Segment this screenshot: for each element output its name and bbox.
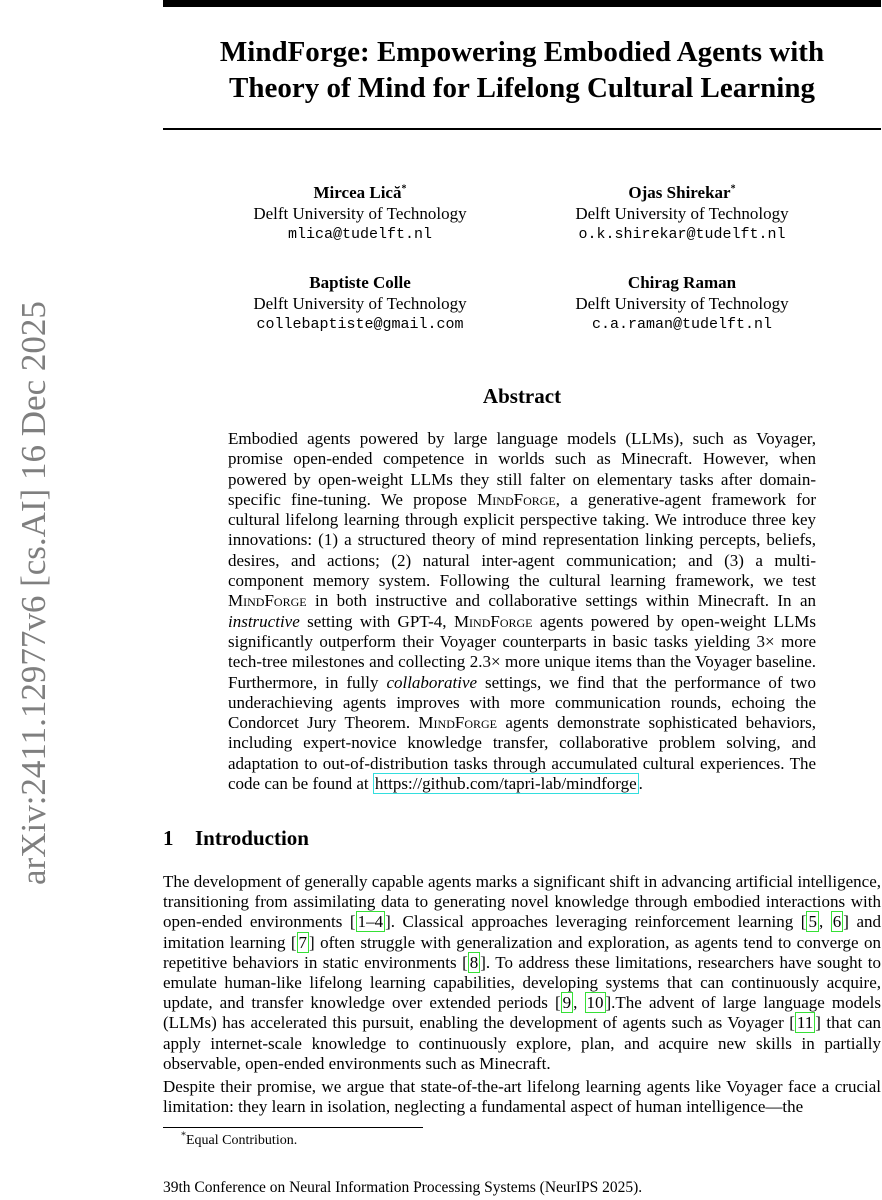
top-rule [163,0,881,7]
footnote: *Equal Contribution. [181,1130,298,1148]
author-block: Mircea Lică* Delft University of Technology mlica@tudelft.nl [253,183,467,243]
citation-link[interactable]: 1–4 [357,912,384,932]
system-name: MindForge [477,489,556,509]
intro-paragraph: Despite their promise, we argue that state-of-the-art lifelong learning agents like Voyager face a crucial limitation: they learn in isolation, neglecting a fundamental aspect of human intelligence—the [163,1077,881,1117]
abstract-text: Embodied agents powered by large language models (LLMs), such as Voyager, promise open-ended competence in worlds such as Minecraft. However, when powered by open-weight LLMs they still falter on elementary tasks after domain-specific fine-tuning. We propose MindForge, a generative-agent framework for cultural lifelong learning through explicit perspective taking. We introduce three key innovations: (1) a structured theory of mind representation linking percepts, beliefs, desires, and actions; (2) natural inter-agent communication; and (3) a multi-component memory system. Following the cultural learning framework, we test MindForge in both instructive and collaborative settings within Minecraft. In an instructive setting with GPT-4, MindForge agents powered by open-weight LLMs significantly outperform their Voyager counterparts in basic tasks yielding 3× more tech-tree milestones and collecting 2.3× more unique items than the Voyager baseline. Furthermore, in fully collaborative settings, we find that the performance of two underachieving agents improves with more communication rounds, echoing the Condorcet Jury Theorem. MindForge agents demonstrate sophisticated behaviors, including expert-novice knowledge transfer, collaborative problem solving, and adaptation to out-of-distribution tasks through accumulated cultural experiences. The code can be found at https://github.com/tapri-lab/mindforge . [228,429,816,794]
citation-link[interactable]: 7 [298,932,308,952]
citation-link[interactable]: 10 [586,993,604,1013]
section-heading: 1 Introduction [163,826,309,850]
citation-link[interactable]: 9 [562,993,572,1013]
system-name: MindForge [228,591,307,611]
citation-link[interactable]: 5 [808,912,817,932]
author-block: Ojas Shirekar* Delft University of Technology o.k.shirekar@tudelft.nl [575,183,789,243]
title-rule [163,128,881,130]
system-name: MindForge [418,713,497,733]
citation-link[interactable]: 11 [796,1013,814,1033]
footnote-rule [163,1127,423,1128]
paper-title: MindForge: Empowering Embodied Agents with Theory of Mind for Lifelong Cultural Learning [219,36,825,104]
citation-link[interactable]: 8 [469,952,479,972]
code-repository-link[interactable]: https://github.com/tapri-lab/mindforge [374,774,637,794]
abstract-heading: Abstract [482,384,562,408]
author-block: Baptiste Colle Delft University of Technology collebaptiste@gmail.com [253,273,467,333]
author-block: Chirag Raman Delft University of Technology c.a.raman@tudelft.nl [575,273,789,333]
system-name: MindForge [453,611,533,631]
intro-paragraph: The development of generally capable agents marks a significant shift in advancing artificial intelligence, transitioning from assimilating data to generating novel knowledge through embodied interactions with open-ended environments [ 1–4 ]. Classical approaches leveraging reinforcement learning [ 5 , 6 ] and imitation learning [ 7 ] often struggle with generalization and exploration, as agents tend to converge on repetitive behaviors in static environments [ 8 ]. To address these limitations, researchers have sought to emulate human-like lifelong learning capabilities, developing systems that can continuously acquire, update, and transfer knowledge over extended periods [ 9 , 10 ].The advent of large language models (LLMs) has accelerated this pursuit, enabling the development of agents such as Voyager [ 11 ] that can apply internet-scale knowledge to continuously explore, plan, and acquire new skills in partially observable, open-ended environments such as Minecraft. [163,872,882,1073]
venue-footer: 39th Conference on Neural Information Processing Systems (NeurIPS 2025). [163,1179,643,1196]
citation-link[interactable]: 6 [832,912,842,932]
